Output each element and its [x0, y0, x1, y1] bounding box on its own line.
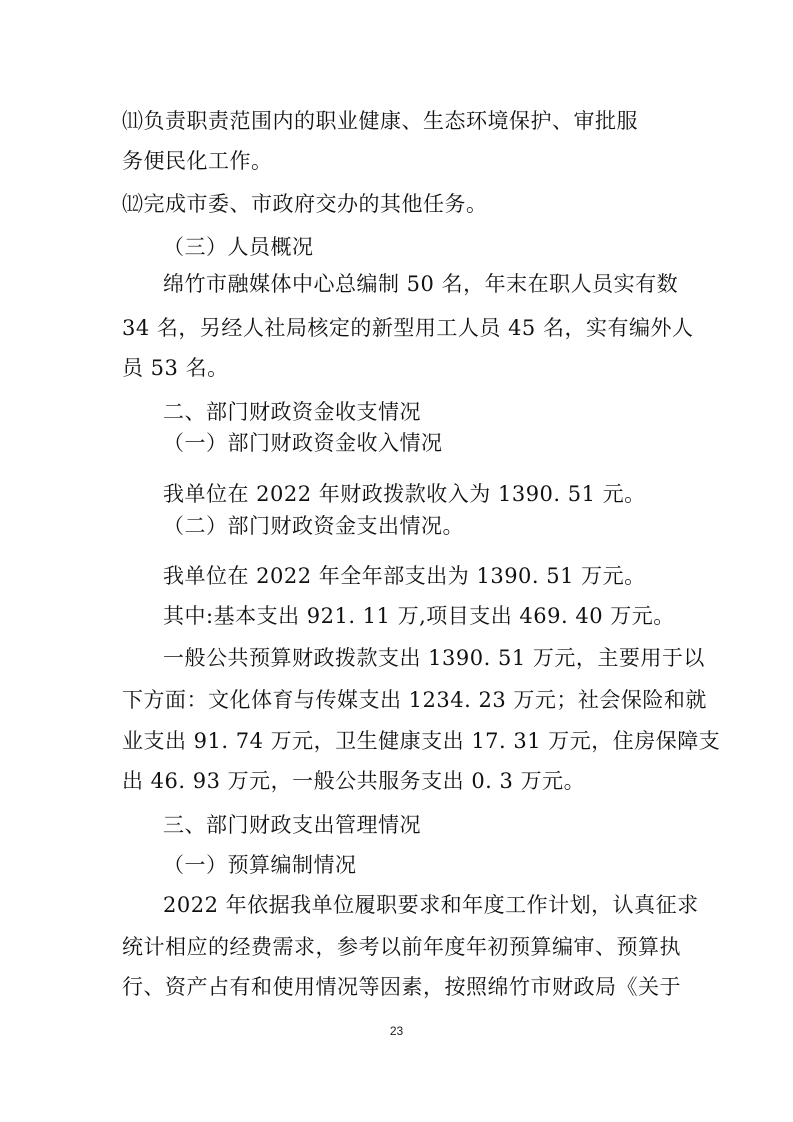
paragraph-line: ⑿完成市委、市政府交办的其他任务。	[122, 192, 488, 216]
paragraph-line: 绵竹市融媒体中心总编制 50 名，年末在职人员实有数	[163, 272, 679, 296]
section-heading: （二）部门财政资金支出情况。	[163, 514, 464, 538]
paragraph-line: 业支出 91. 74 万元，卫生健康支出 17. 31 万元，住房保障支	[122, 729, 721, 753]
paragraph-line: 出 46. 93 万元，一般公共服务支出 0. 3 万元。	[122, 769, 586, 793]
section-heading: 二、部门财政资金收支情况	[163, 400, 421, 424]
paragraph-line: 下方面：文化体育与传媒支出 1234. 23 万元；社会保险和就	[122, 688, 707, 712]
paragraph-line: 其中:基本支出 921. 11 万,项目支出 469. 40 万元。	[163, 604, 675, 628]
paragraph-line: 员 53 名。	[122, 356, 229, 380]
paragraph-line: 2022 年依据我单位履职要求和年度工作计划，认真征求	[163, 893, 699, 917]
paragraph-line: 行、资产占有和使用情况等因素，按照绵竹市财政局《关于	[122, 975, 681, 999]
paragraph-line: ⑾负责职责范围内的职业健康、生态环境保护、审批服	[122, 109, 638, 133]
section-heading: （一）部门财政资金收入情况	[163, 431, 443, 455]
paragraph-line: 统计相应的经费需求，参考以前年度年初预算编审、预算执	[122, 935, 681, 959]
paragraph-line: 34 名，另经人社局核定的新型用工人员 45 名，实有编外人	[122, 316, 694, 340]
paragraph-line: 一般公共预算财政拨款支出 1390. 51 万元，主要用于以	[163, 646, 705, 670]
paragraph-line: 我单位在 2022 年财政拨款收入为 1390. 51 元。	[163, 482, 646, 506]
paragraph-line: 务便民化工作。	[122, 149, 273, 173]
paragraph-line: 我单位在 2022 年全年部支出为 1390. 51 万元。	[163, 564, 646, 588]
section-heading: （三）人员概况	[163, 235, 314, 259]
section-heading: （一）预算编制情况	[163, 853, 357, 877]
section-heading: 三、部门财政支出管理情况	[163, 813, 421, 837]
page-number: 23	[389, 1024, 404, 1038]
